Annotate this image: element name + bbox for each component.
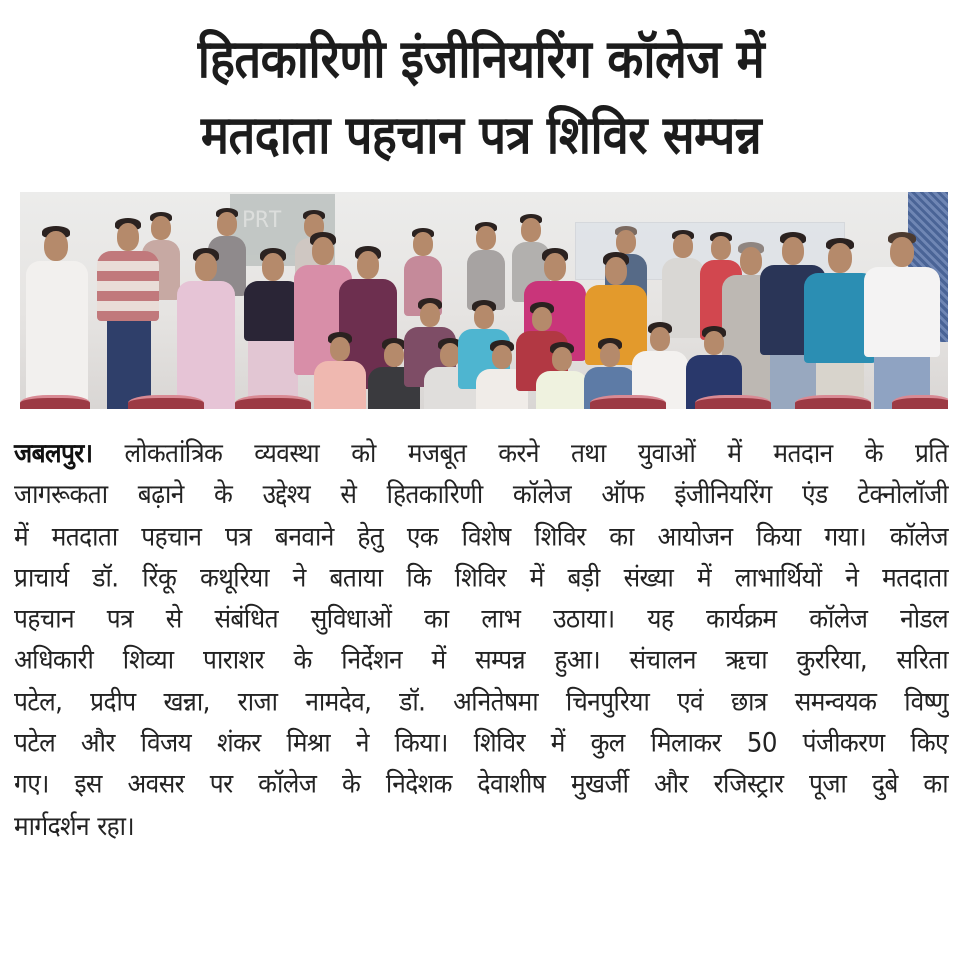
- auditorium-chair: [892, 395, 948, 409]
- article-line-7: पटेल, प्रदीप खन्ना, राजा नामदेव, डॉ. अनितेषमा चिनपुरिया एवं छात्र समन्वयक विष्णु: [14, 685, 948, 717]
- article-line-5: पहचान पत्र से संबंधित सुविधाओं का लाभ उठाया। यह कार्यक्रम कॉलेज नोडल: [14, 602, 948, 635]
- article-line-9: गए। इस अवसर पर कॉलेज के निदेशक देवाशीष मुखर्जी और रजिस्ट्रार पूजा दुबे का: [14, 768, 948, 800]
- article-line-3: में मतदाता पहचान पत्र बनवाने हेतु एक विशेष शिविर का आयोजन किया गया। कॉलेज: [14, 520, 948, 552]
- headline-line-2: मतदाता पहचान पत्र शिविर सम्पन्न: [200, 104, 762, 167]
- dateline: जबलपुर।: [14, 437, 93, 469]
- article-line-10: मार्गदर्शन रहा।: [14, 809, 135, 841]
- auditorium-chair: [20, 395, 90, 409]
- headline: [0, 22, 962, 174]
- article-body: [14, 433, 948, 847]
- article-line-8: पटेल और विजय शंकर मिश्रा ने किया। शिविर में कुल मिलाकर 50 पंजीकरण किए: [14, 726, 948, 759]
- article-line-4: प्राचार्य डॉ. रिंकू कथूरिया ने बताया कि शिविर में बड़ी संख्या में लाभार्थियों ने मतदाता: [14, 561, 948, 593]
- auditorium-chair: [235, 395, 311, 409]
- auditorium-chair: [128, 395, 204, 409]
- auditorium-chair: [590, 395, 666, 409]
- article-line-1: जबलपुर। लोकतांत्रिक व्यवस्था को मजबूत करने तथा युवाओं में मतदान के प्रति: [14, 437, 948, 469]
- article-line-6: अधिकारी शिव्या पाराशर के निर्देशन में सम्पन्न हुआ। संचालन ऋचा कुररिया, सरिता: [14, 644, 948, 676]
- auditorium-chair: [795, 395, 871, 409]
- auditorium-chair: [695, 395, 771, 409]
- headline-line-1: हितकारिणी इंजीनियरिंग कॉलेज में: [197, 28, 765, 91]
- blackboard: PRT: [230, 194, 335, 266]
- group-photo: [20, 192, 948, 409]
- article-line-2: जागरूकता बढ़ाने के उद्देश्य से हितकारिणी कॉलेज ऑफ इंजीनियरिंग एंड टेक्नोलॉजी: [14, 478, 948, 511]
